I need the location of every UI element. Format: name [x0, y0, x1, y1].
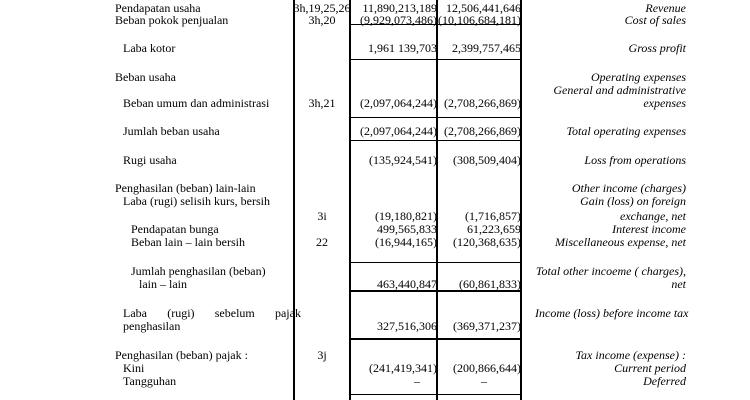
- row-label: Beban lain – lain bersih: [131, 235, 245, 249]
- row-label-english: Revenue: [645, 1, 686, 15]
- row-label-english: Miscellaneous expense, net: [555, 235, 686, 249]
- row-label-english: General and administrative: [553, 83, 686, 97]
- total-rule: [351, 59, 520, 60]
- column-divider-current: [436, 0, 438, 400]
- row-label-english: Gain (loss) on foreign: [580, 194, 686, 208]
- row-value-prior: (308,509,404): [453, 153, 521, 167]
- row-value-current: (19,180,821): [375, 209, 437, 223]
- row-label: Beban umum dan administrasi: [123, 96, 270, 110]
- row-label: Beban pokok penjualan: [115, 13, 229, 27]
- row-note: 3j: [317, 348, 327, 362]
- row-value-current: –: [414, 374, 420, 388]
- row-value-prior: (2,708,266,869): [444, 124, 521, 138]
- row-value-prior: (10,106,684,181): [438, 13, 521, 27]
- row-label-english: Total other incoeme ( charges),: [535, 264, 686, 278]
- row-label: Laba (rugi) sebelum pajak: [123, 306, 301, 320]
- row-label-english: Gross profit: [628, 41, 686, 55]
- row-label-english: expenses: [643, 96, 686, 110]
- row-label-english: Current period: [614, 361, 686, 375]
- row-label: penghasilan: [123, 319, 181, 333]
- row-value-current: (241,419,341): [369, 361, 437, 375]
- column-divider-label: [293, 0, 295, 400]
- row-value-prior: (200,866,644): [453, 361, 521, 375]
- row-label: Penghasilan (beban) pajak :: [115, 348, 248, 362]
- row-label: Jumlah penghasilan (beban): [131, 264, 266, 278]
- row-label: Beban usaha: [115, 70, 176, 84]
- total-rule: [351, 140, 520, 141]
- row-value-prior: (60,861,833): [459, 277, 521, 291]
- row-value-prior: (2,708,266,869): [444, 96, 521, 110]
- row-value-prior: 61,223,659: [467, 222, 521, 236]
- subtotal-rule: [351, 262, 520, 263]
- row-value-prior: 12,506,441,646: [446, 1, 521, 15]
- row-note: 3h,20: [308, 13, 336, 27]
- row-label: Kini: [123, 361, 145, 375]
- row-note: 3i: [317, 209, 327, 223]
- row-label: Pendapatan bunga: [131, 222, 219, 236]
- row-label: Rugi usaha: [123, 153, 177, 167]
- row-label-english: Other income (charges): [571, 181, 686, 195]
- total-rule: [351, 338, 520, 340]
- row-label: Tangguhan: [123, 374, 177, 388]
- row-value-current: 499,565,833: [377, 222, 437, 236]
- column-divider-note: [349, 0, 351, 400]
- row-value-current: 1,961 139,703: [368, 41, 437, 55]
- row-label-english: Operating expenses: [591, 70, 686, 84]
- row-note: 3h,21: [308, 96, 336, 110]
- row-value-current: (2,097,064,244): [360, 96, 437, 110]
- row-label: Laba (rugi) selisih kurs, bersih: [123, 194, 270, 208]
- subtotal-rule: [351, 394, 520, 395]
- row-label-english: Total operating expenses: [566, 124, 686, 138]
- row-label: Laba kotor: [123, 41, 176, 55]
- row-label-english: Income (loss) before income tax: [535, 306, 689, 320]
- row-value-prior: –: [481, 374, 487, 388]
- row-value-prior: 2,399,757,465: [452, 41, 521, 55]
- row-label: Penghasilan (beban) lain-lain: [115, 181, 256, 195]
- row-label: Jumlah beban usaha: [123, 124, 220, 138]
- row-value-current: (2,097,064,244): [360, 124, 437, 138]
- row-label-english: Loss from operations: [584, 153, 686, 167]
- row-note: 3h,19,25,26: [293, 1, 351, 15]
- row-label: lain – lain: [139, 277, 187, 291]
- row-value-current: 11,890,213,189: [362, 1, 437, 15]
- row-label-english: Deferred: [643, 374, 686, 388]
- row-label-english: exchange, net: [620, 209, 686, 223]
- row-label-english: Tax income (expense) :: [575, 348, 686, 362]
- row-label: Pendapatan usaha: [115, 1, 201, 15]
- subtotal-rule: [351, 117, 520, 118]
- row-value-current: 463,440,847: [377, 277, 437, 291]
- row-value-current: 327,516,306: [377, 319, 437, 333]
- column-divider-prior: [520, 0, 522, 400]
- row-value-current: (9,929,073,486): [360, 13, 437, 27]
- row-note: 22: [316, 235, 328, 249]
- row-value-prior: (120,368,635): [453, 235, 521, 249]
- row-label-english: net: [671, 277, 686, 291]
- row-value-current: (135,924,541): [369, 153, 437, 167]
- row-label-english: Interest income: [612, 222, 686, 236]
- row-value-prior: (369,371,237): [453, 319, 521, 333]
- row-value-current: (16,944,165): [375, 235, 437, 249]
- row-label-english: Cost of sales: [624, 13, 686, 27]
- row-value-prior: (1,716,857): [465, 209, 521, 223]
